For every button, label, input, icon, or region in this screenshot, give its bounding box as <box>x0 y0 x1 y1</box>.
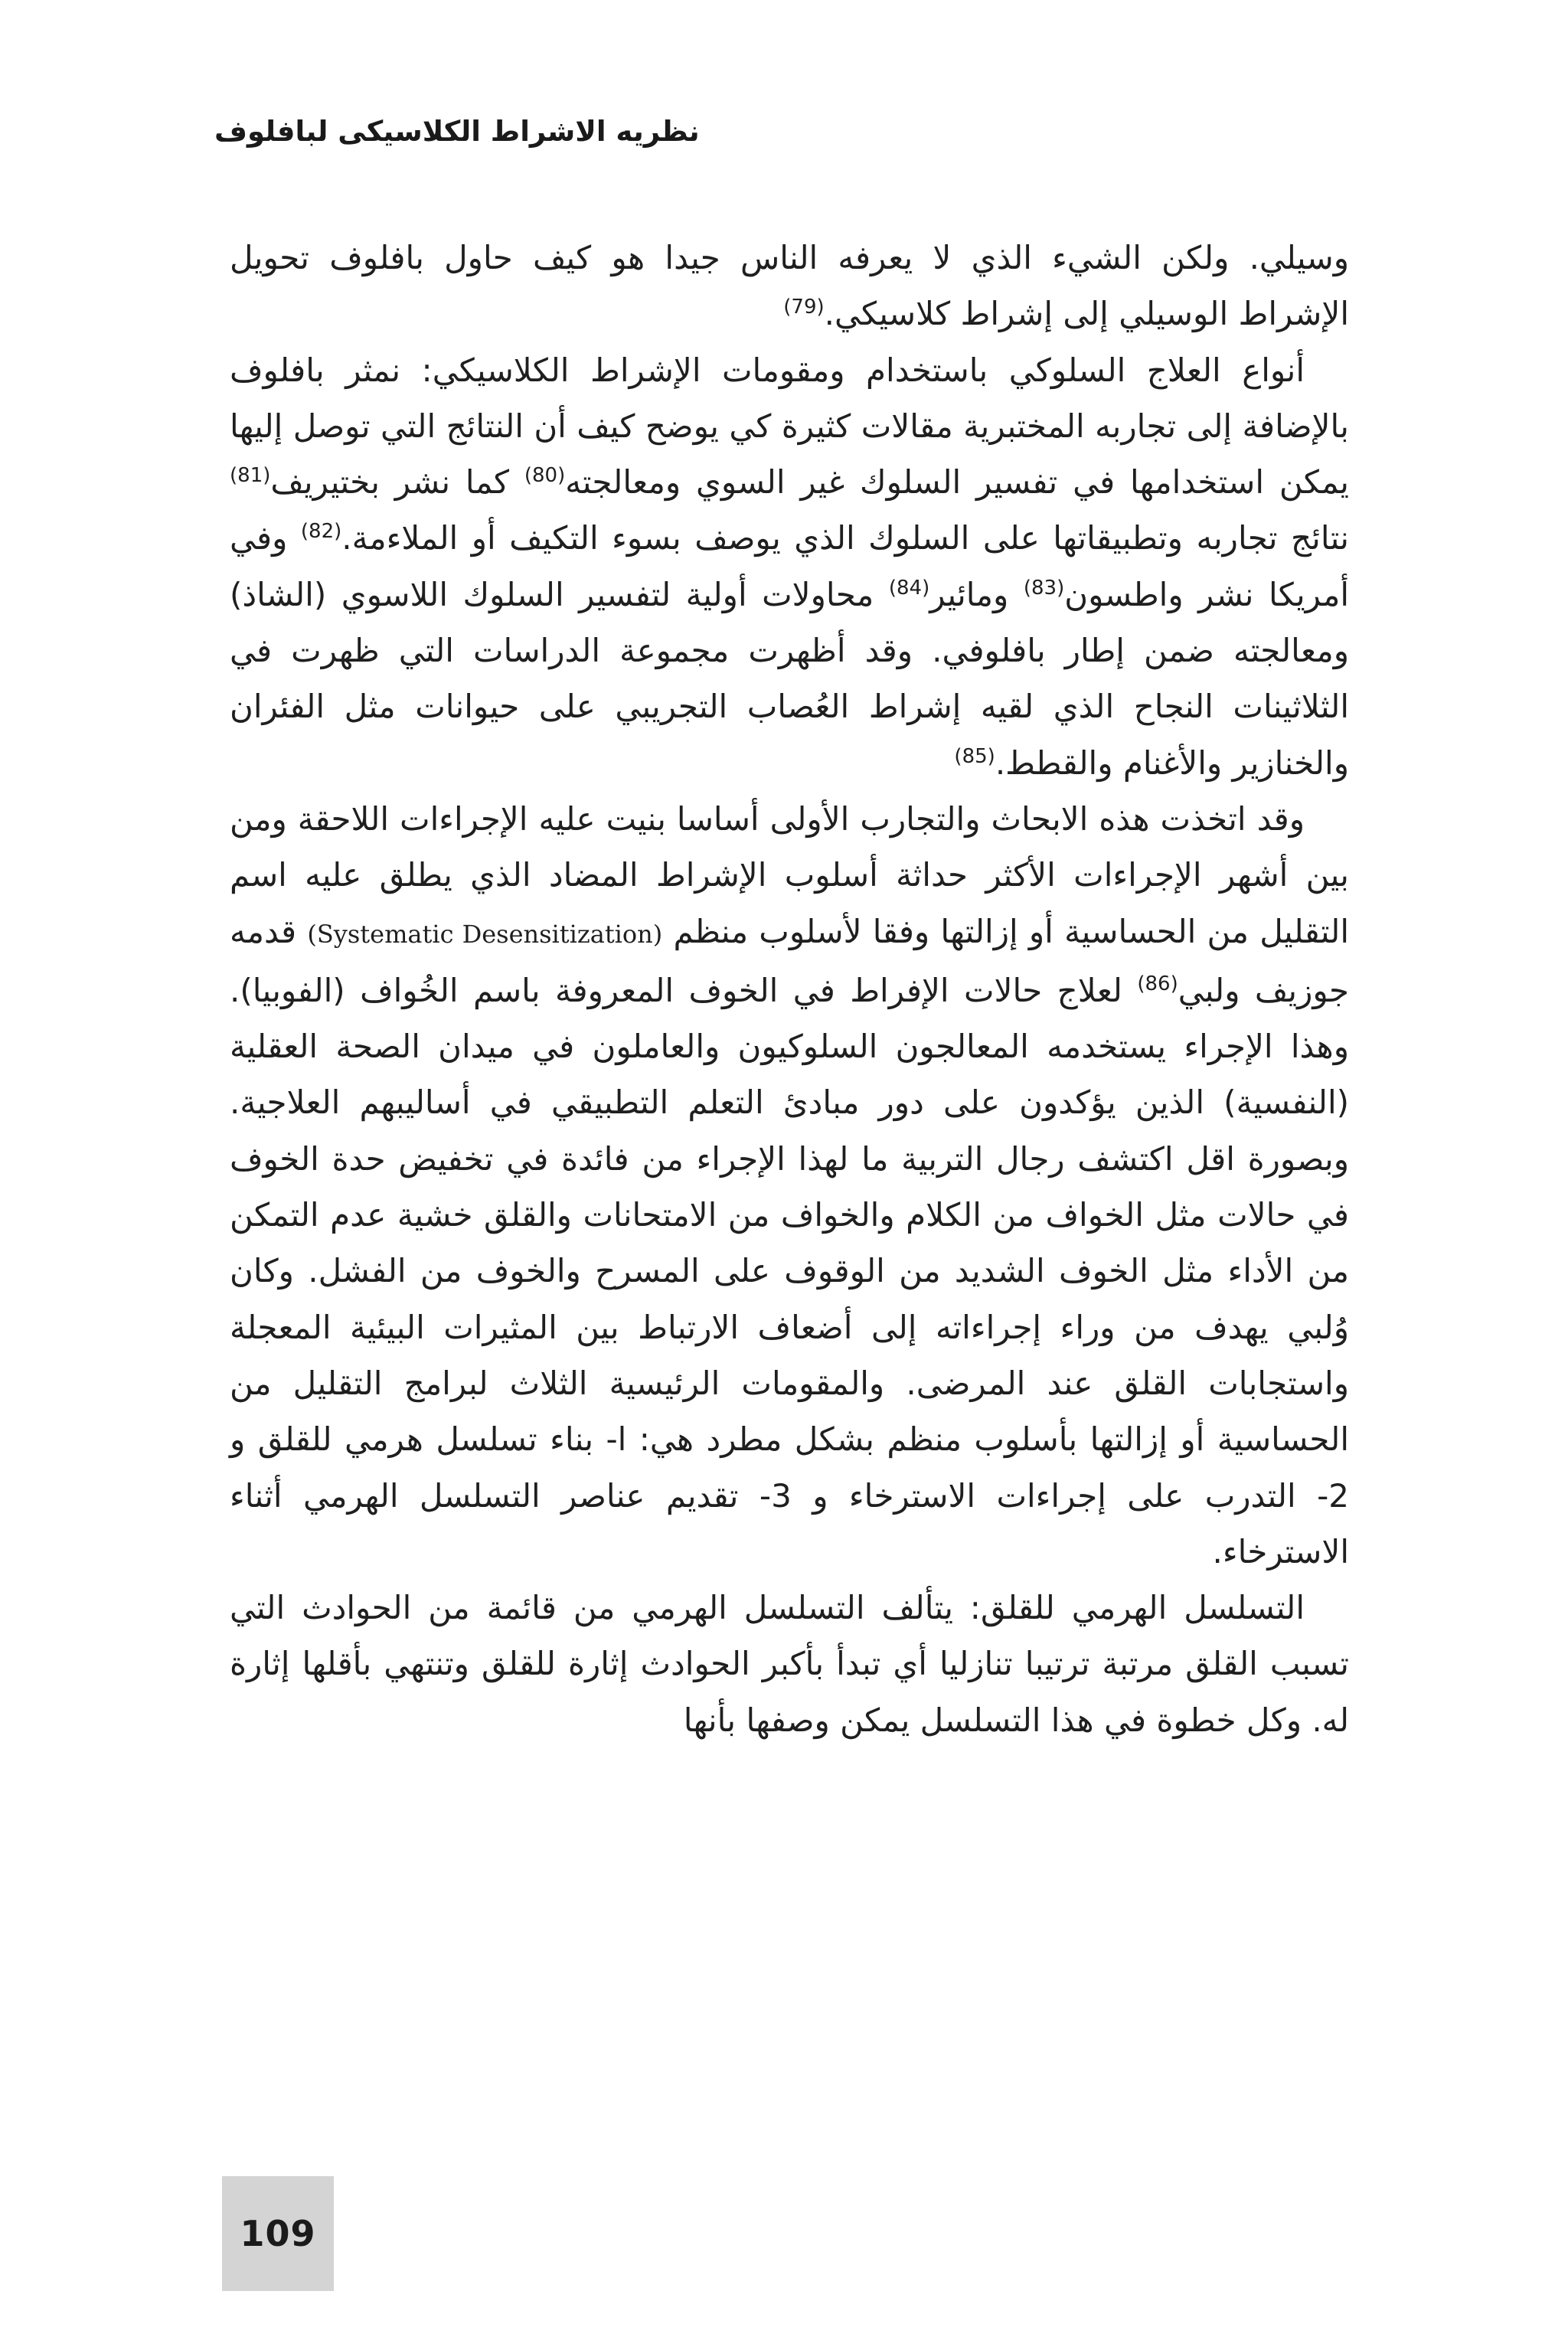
footnote-ref-79: (79) <box>783 296 825 319</box>
text-run: محاولات أولية لتفسير السلوك اللاسوي (الشاذ) ومعالجته ضمن إطار بافلوفي. وقد أظهرت مجموعة الدراسات التي ظهرت في الثلاثينات النجاح الذي لقيه إشراط العُصاب التجريبي على حيوانات مثل الفئران والخنازير والأغنام والقطط. <box>230 575 1349 782</box>
footnote-ref-83: (83) <box>1023 576 1065 600</box>
text-run: لعلاج حالات الإفراط في الخوف المعروفة باسم الخُواف (الفوبيا). وهذا الإجراء يستخدمه المعالجون السلوكيون والعاملون في ميدان الصحة العقلية (النفسية) الذين يؤكدون على دور مبادئ التعلم التطبيقي في أساليبهم العلاجية. وبصورة اقل اكتشف رجال التربية ما لهذا الإجراء من فائدة في تخفيض حدة الخوف في حالات مثل الخواف من الكلام والخواف من الامتحانات والقلق خشية عدم التمكن من الأداء مثل الخوف الشديد من الوقوف على المسرح والخوف من الفشل. وكان وُلبي يهدف من وراء إجراءاته إلى أضعاف الارتباط بين المثيرات البيئية المعجلة واستجابات القلق عند المرضى. والمقومات الرئيسية الثلاث لبرامج التقليل من الحساسية أو إزالتها بأسلوب منظم بشكل مطرد هي: ا- بناء تسلسل هرمي للقلق و 2- التدرب على إجراءات الاسترخاء و 3- تقديم عناصر التسلسل الهرمي أثناء الاسترخاء. <box>230 971 1349 1570</box>
paragraph-2 <box>230 342 1349 791</box>
paragraph-1 <box>230 230 1349 342</box>
text-run: كما نشر بختيريف <box>270 463 524 502</box>
footnote-ref-85: (85) <box>954 744 995 768</box>
latin-term: (Systematic Desensitization) <box>307 919 663 949</box>
page-number-box <box>222 2176 334 2291</box>
running-header: نظريه الاشراط الكلاسيكى لبافلوف <box>214 115 700 148</box>
text-run: قدمه جوزيف ولبي <box>230 912 1350 1009</box>
text-run: نتائج تجاربه وتطبيقاتها على السلوك الذي يوصف بسوء التكيف أو الملاءمة. <box>341 519 1349 557</box>
page-number: 109 <box>240 2213 316 2254</box>
footnote-ref-80: (80) <box>524 464 566 488</box>
body-text <box>230 230 1349 1748</box>
text-run: التسلسل الهرمي للقلق: يتألف التسلسل الهرمي من قائمة من الحوادث التي تسبب القلق مرتبة ترتيبا تنازليا أي تبدأ بأكبر الحوادث إثارة للقلق وتنتهي بأقلها إثارة له. وكل خطوة في هذا التسلسل يمكن وصفها بأنها <box>230 1589 1349 1739</box>
text-run: ومائير <box>929 575 1024 613</box>
footnote-ref-81: (81) <box>230 464 271 488</box>
paragraph-4 <box>230 1580 1349 1748</box>
text-run: وسيلي. ولكن الشيء الذي لا يعرفه الناس جيدا هو كيف حاول بافلوف تحويل الإشراط الوسيلي إلى إشراط كلاسيكي. <box>230 239 1349 333</box>
text-run: وفي أمريكا نشر واطسون <box>230 519 1349 613</box>
paragraph-3 <box>230 791 1349 1580</box>
footnote-ref-86: (86) <box>1137 972 1178 995</box>
text-run: وقد اتخذت هذه الابحاث والتجارب الأولى أساسا بنيت عليه الإجراءات اللاحقة ومن بين أشهر الإجراءات الأكثر حداثة أسلوب الإشراط المضاد الذي يطلق عليه اسم التقليل من الحساسية أو إزالتها وفقا لأسلوب منظم <box>230 799 1349 950</box>
footnote-ref-84: (84) <box>888 576 930 600</box>
footnote-ref-82: (82) <box>300 520 342 544</box>
text-run: أنواع العلاج السلوكي باستخدام ومقومات الإشراط الكلاسيكي: نمثر بافلوف بالإضافة إلى تجاربه المختبرية مقالات كثيرة كي يوضح كيف أن النتائج التي توصل إليها يمكن استخدامها في تفسير السلوك غير السوي ومعالجته <box>230 351 1349 502</box>
